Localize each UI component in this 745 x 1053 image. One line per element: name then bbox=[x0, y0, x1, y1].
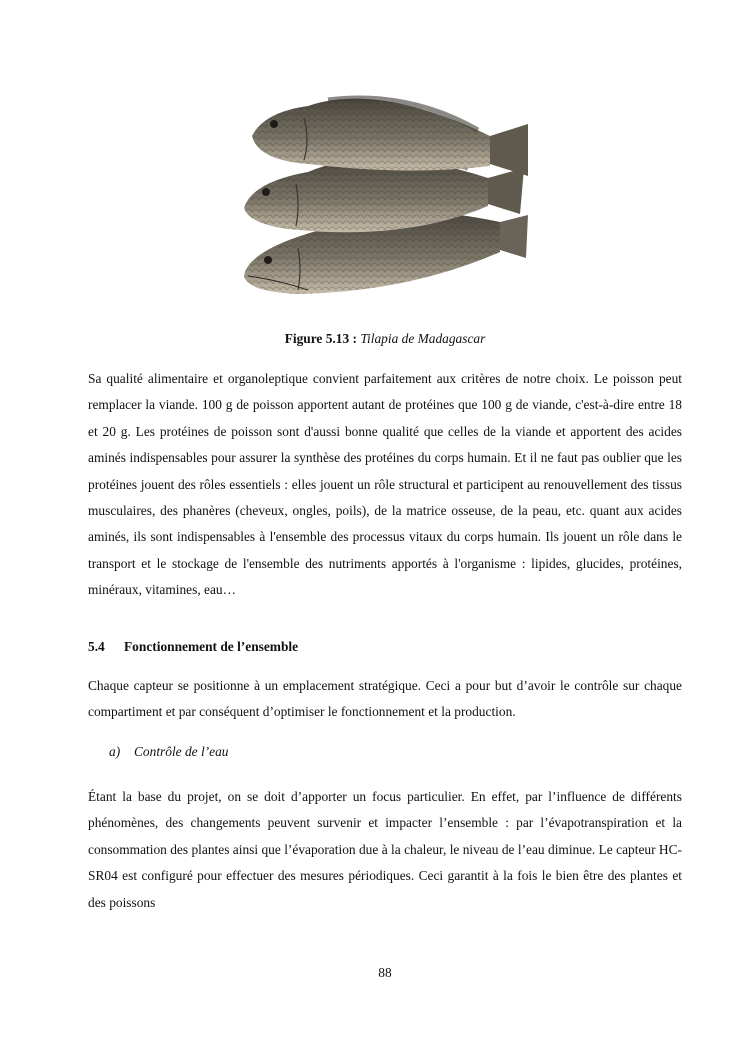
figure-caption bbox=[0, 330, 745, 348]
subsection-marker: a) bbox=[109, 744, 121, 759]
section-number: 5.4 bbox=[88, 639, 105, 654]
subsection-heading bbox=[109, 742, 228, 762]
subsection-title: Contrôle de l’eau bbox=[134, 744, 229, 759]
tilapia-figure-image bbox=[238, 80, 530, 318]
paragraph-water-control: Étant la base du projet, on se doit d’apporter un focus particulier. En effet, par l’influence de différents phénomènes, des changements peuvent survenir et impacter l’ensemble : par l’évapotranspiration et la consommation des plantes ainsi que l’évaporation due à la chaleur, le niveau de l’eau diminue. Le capteur HC-SR04 est configuré pour effectuer des mesures périodiques. Ceci garantit à la fois le bien être des plantes et des poissons bbox=[88, 789, 682, 910]
paragraph-nutrition: Sa qualité alimentaire et organoleptique convient parfaitement aux critères de notre choix. Le poisson peut remplacer la viande. 100 g de poisson apportent autant de protéines que 100 g de viande, c'est-à-dire entre 18 et 20 g. Les protéines de poisson sont d'aussi bonne qualité que celles de la viande et apportent des acides aminés indispensables pour assurer la synthèse des protéines du corps humain. Et il ne faut pas oublier que les protéines jouent des rôles essentiels : elles jouent un rôle structural et participent au renouvellement des tissus musculaires, des phanères (cheveux, ongles, poils), de la matrice osseuse, de la peau, etc. quant aux acides aminés, ils sont indispensables à l'ensemble des processus vitaux du corps humain. Ils jouent un rôle dans le transport et le stockage de l'ensemble des nutriments apportés à l'organisme : lipides, glucides, protéines, minéraux, vitamines, eau… bbox=[88, 371, 682, 598]
page-number: 88 bbox=[378, 965, 392, 980]
fish-illustration bbox=[238, 80, 530, 318]
figure-label: Figure 5.13 : bbox=[284, 331, 357, 346]
section-heading bbox=[88, 637, 298, 657]
paragraph-sensors: Chaque capteur se positionne à un emplacement stratégique. Ceci a pour but d’avoir le contrôle sur chaque compartiment et par conséquent d’optimiser le fonctionnement et la production. bbox=[88, 678, 682, 720]
figure-title: Tilapia de Madagascar bbox=[360, 331, 486, 346]
fish-top bbox=[252, 98, 528, 176]
section-title: Fonctionnement de l’ensemble bbox=[124, 639, 299, 654]
